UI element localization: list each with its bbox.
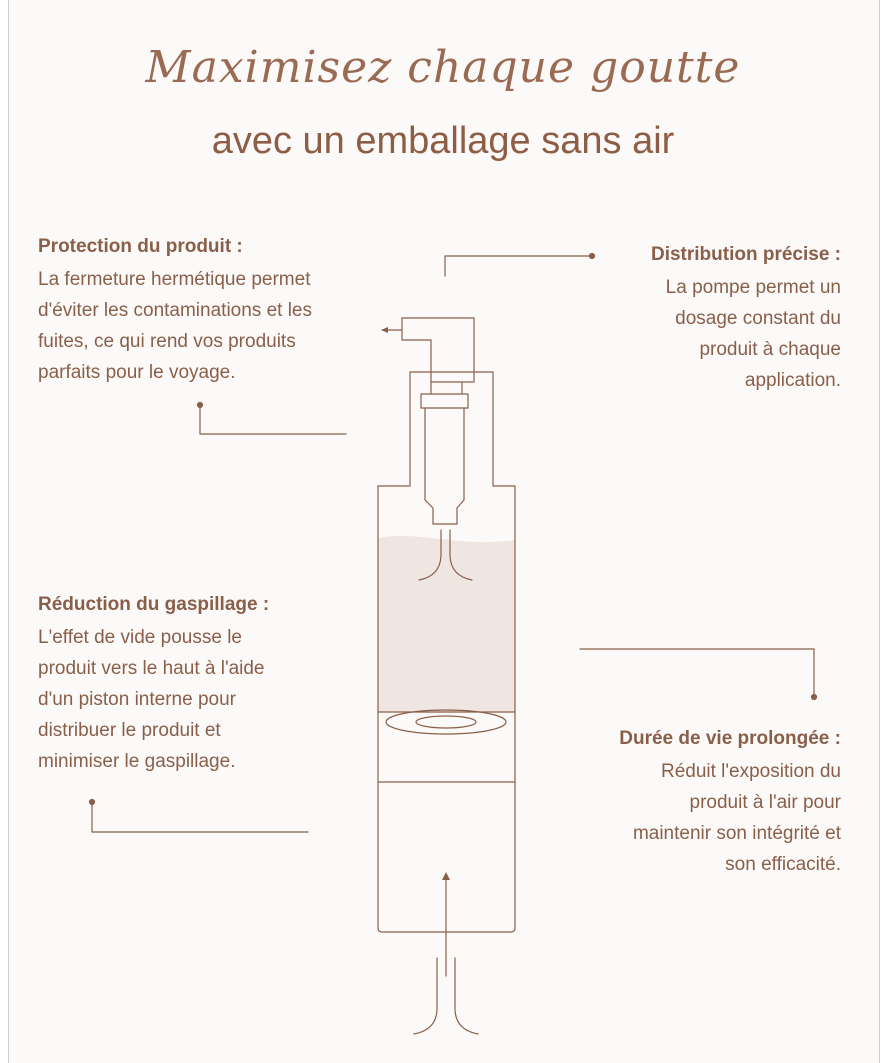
script-title: Maximisez chaque goutte (145, 42, 741, 93)
pump-collar (421, 394, 468, 408)
flow-curve (455, 958, 478, 1034)
feature-protection (38, 236, 312, 388)
product-fill (378, 536, 515, 712)
feature-title: Réduction du gaspillage : (38, 594, 270, 615)
piston-outer (386, 710, 506, 734)
feature-title: Distribution précise : (650, 244, 841, 265)
feature-text: La fermeture hermétique permet d'éviter les contaminations et les fuites, ce qui rend vos produits parfaits pour le voyage. (38, 269, 312, 383)
pump-tube (425, 408, 464, 524)
feature-distribution (651, 244, 841, 396)
connector-line (580, 649, 814, 697)
subtitle: avec un emballage sans air (211, 120, 675, 162)
connector-line (200, 405, 346, 434)
feature-title: Durée de vie prolongée : (619, 728, 841, 749)
feature-text: Réduit l'exposition du produit à l'air pour maintenir son intégrité et son efficacité. (632, 761, 841, 875)
connector-line (445, 256, 592, 276)
feature-waste-reduction (38, 594, 269, 777)
feature-title: Protection du produit : (38, 236, 243, 257)
connector-line (92, 802, 308, 832)
piston-inner (416, 716, 476, 728)
feature-shelf-life (619, 728, 841, 880)
feature-text: L'effet de vide pousse le produit vers le haut à l'aide d'un piston interne pour distribuer le produit et minimiser le gaspillage. (38, 627, 265, 772)
flow-curve (414, 958, 437, 1034)
feature-text: La pompe permet un dosage constant du produit à chaque application. (665, 277, 841, 391)
